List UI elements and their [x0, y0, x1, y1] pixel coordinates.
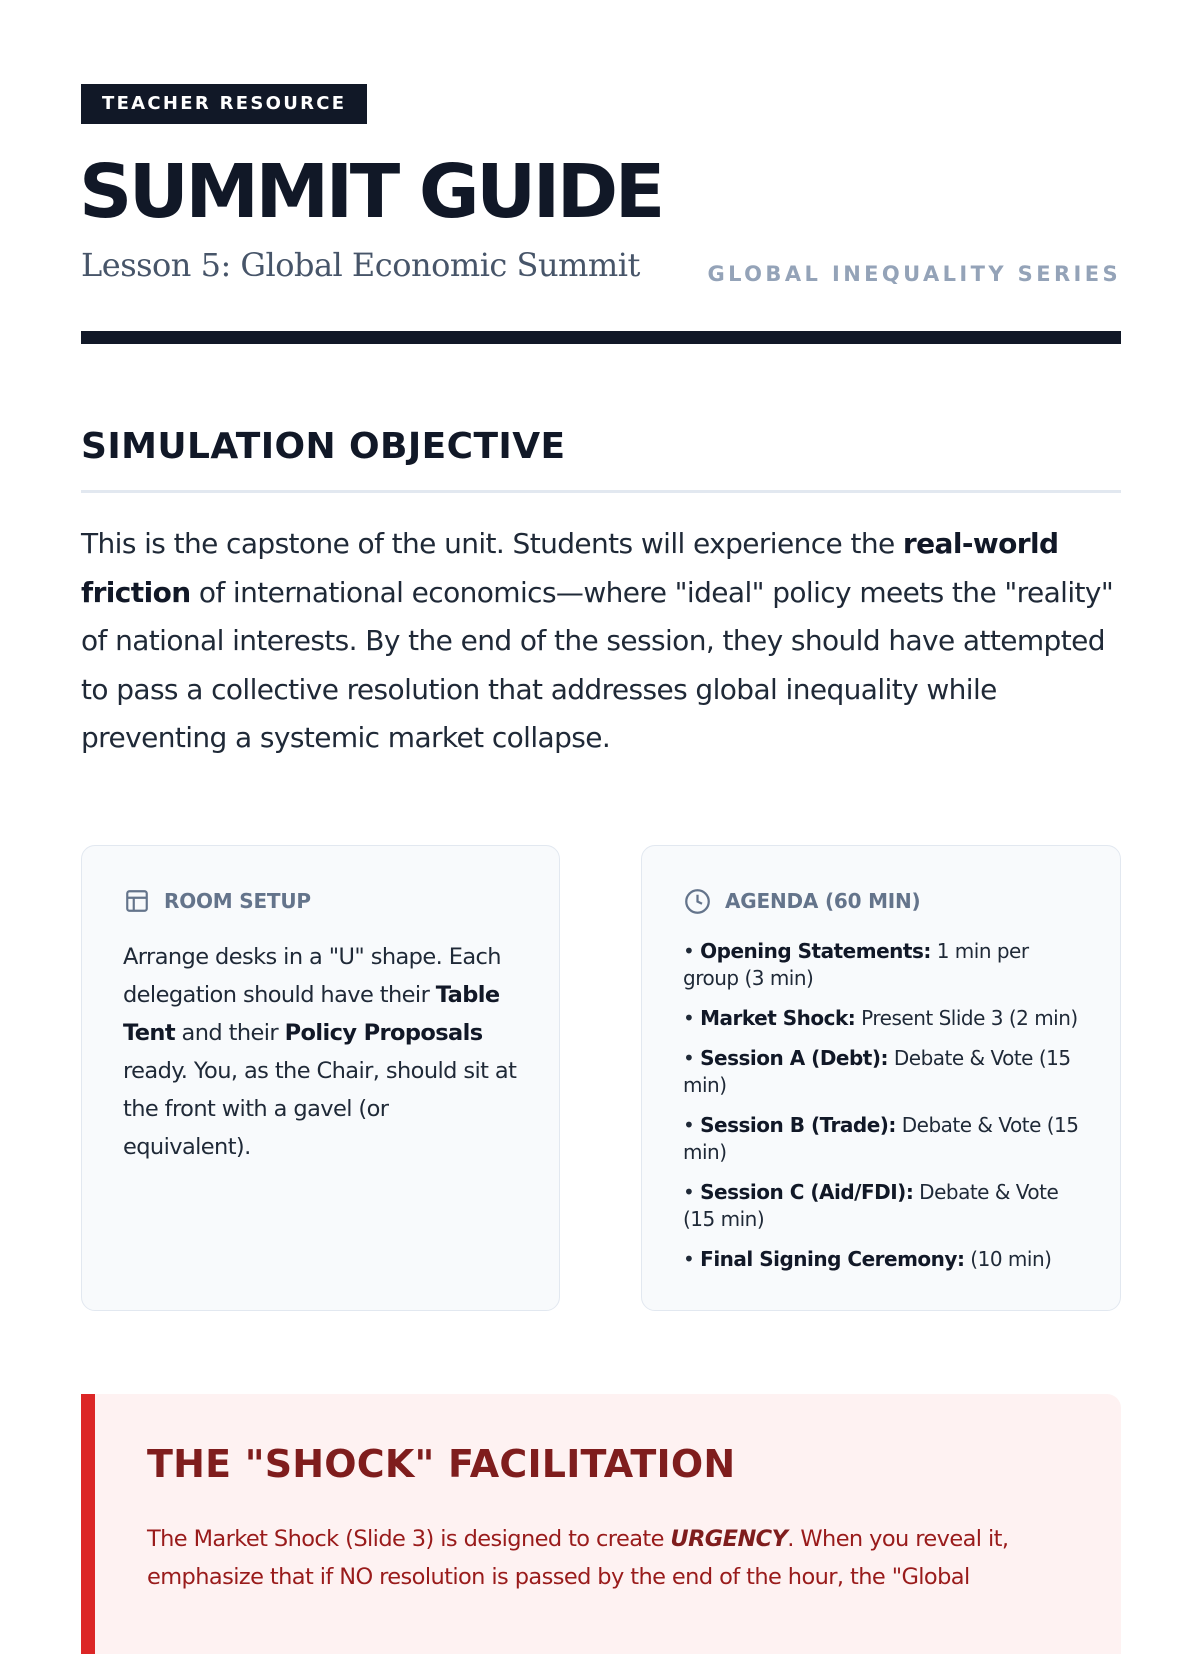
room-setup-heading: ROOM SETUP — [164, 889, 311, 913]
room-setup-text-3: ready. You, as the Chair, should sit at the front with a gavel (or equivalent). — [123, 1058, 517, 1160]
objective-emphasis: real-world friction — [81, 527, 1059, 609]
agenda-heading: AGENDA (60 MIN) — [725, 889, 921, 913]
objective-text-after: of international economics—where "ideal" policy meets the "reality" of national interests. By the end of the session, they should have attempted to pass a collective resolution that addresses global inequality while preventing a systemic market collapse. — [81, 575, 1114, 754]
page-title: SUMMIT GUIDE — [79, 149, 662, 235]
agenda-item-detail: (10 min) — [964, 1247, 1052, 1271]
callout-accent-bar — [81, 1394, 95, 1654]
room-setup-text-2: and their — [175, 1020, 285, 1046]
agenda-item: • Session A (Debt): Debate & Vote (15 min) — [683, 1046, 1071, 1097]
objective-divider — [81, 490, 1121, 493]
agenda-item-label: Opening Statements: — [700, 939, 931, 963]
agenda-item-label: Session A (Debt): — [700, 1046, 888, 1070]
shock-text-1: The Market Shock (Slide 3) is designed to create — [147, 1526, 671, 1552]
shock-text-2: . When you reveal it, emphasize that if NO resolution is passed by the end of the hour, the "Global — [147, 1526, 1009, 1590]
header-divider — [81, 331, 1121, 344]
agenda-item-label: Session B (Trade): — [700, 1113, 896, 1137]
agenda-item: • Opening Statements: 1 min per group (3 min) — [683, 939, 1029, 990]
agenda-item-label: Final Signing Ceremony: — [700, 1247, 965, 1271]
agenda-item-detail: 1 min per group (3 min) — [683, 939, 1029, 990]
agenda-item-label: Market Shock: — [700, 1006, 856, 1030]
shock-text — [147, 1520, 1027, 1596]
agenda-item-detail: Present Slide 3 (2 min) — [855, 1006, 1078, 1030]
agenda-item-detail: Debate & Vote (15 min) — [683, 1046, 1071, 1097]
objective-heading: SIMULATION OBJECTIVE — [81, 426, 566, 467]
room-setup-text-1: Arrange desks in a "U" shape. Each delegation should have their — [123, 944, 501, 1008]
agenda-item: • Session B (Trade): Debate & Vote (15 min) — [683, 1113, 1079, 1164]
clock-icon — [684, 888, 711, 915]
objective-text-before: This is the capstone of the unit. Students will experience the — [81, 527, 903, 560]
agenda-item-detail: Debate & Vote (15 min) — [683, 1180, 1059, 1231]
shock-heading: THE "SHOCK" FACILITATION — [147, 1442, 736, 1486]
agenda-header — [684, 886, 921, 916]
room-setup-text — [123, 938, 518, 1166]
agenda-item: • Final Signing Ceremony: (10 min) — [683, 1247, 1052, 1271]
teacher-resource-badge: TEACHER RESOURCE — [81, 84, 367, 124]
agenda-card — [641, 845, 1121, 1311]
room-setup-card — [81, 845, 560, 1311]
agenda-item-detail: Debate & Vote (15 min) — [683, 1113, 1079, 1164]
agenda-item-label: Session C (Aid/FDI): — [700, 1180, 914, 1204]
series-label: GLOBAL INEQUALITY SERIES — [707, 262, 1121, 286]
urgency-emphasis: URGENCY — [670, 1526, 788, 1552]
layout-icon — [124, 888, 150, 914]
policy-proposals-emphasis: Policy Proposals — [284, 1020, 483, 1046]
lesson-subtitle: Lesson 5: Global Economic Summit — [81, 246, 640, 284]
agenda-list — [683, 938, 1088, 1286]
agenda-item: • Session C (Aid/FDI): Debate & Vote (15 min) — [683, 1180, 1059, 1231]
objective-paragraph — [81, 520, 1125, 763]
table-tent-emphasis: Table Tent — [123, 982, 500, 1046]
shock-facilitation-callout — [81, 1394, 1121, 1654]
room-setup-header — [124, 886, 311, 916]
agenda-item: • Market Shock: Present Slide 3 (2 min) — [683, 1006, 1078, 1030]
